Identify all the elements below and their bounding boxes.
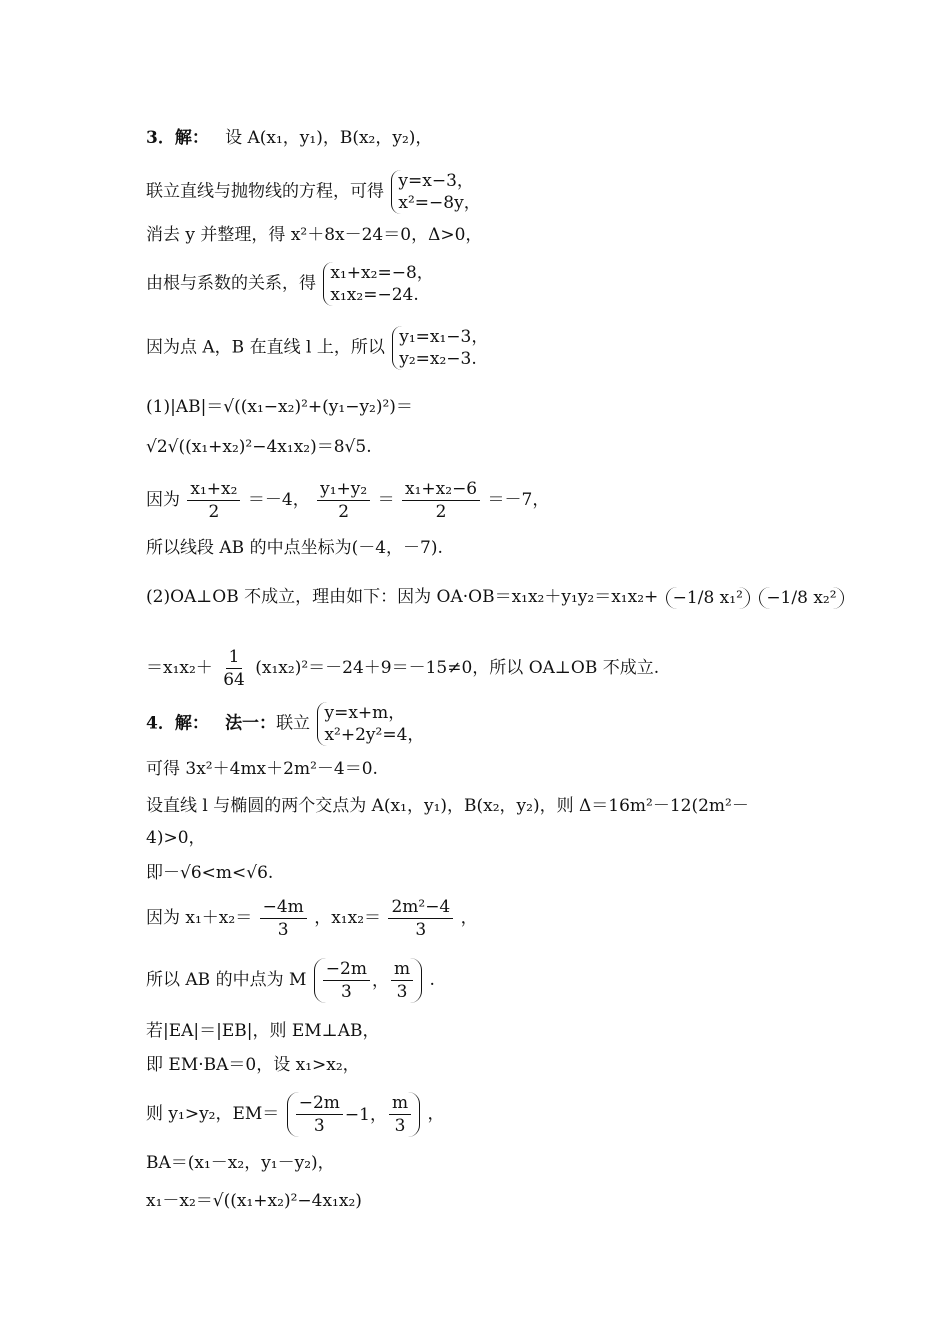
q4-fraction-5-den: 3 [313, 1116, 325, 1136]
q3-line-5 [146, 326, 488, 370]
q4-line-5: 即－√6<m<√6. [146, 863, 274, 883]
q4-line-7 [146, 958, 435, 1003]
q4-fraction-4-den: 3 [396, 982, 408, 1002]
q4-line-8: 若|EA|＝|EB|，则 EM⊥AB， [146, 1021, 380, 1041]
q4-method-1-label: 法一： [225, 713, 277, 734]
q3-system-3 [392, 326, 488, 370]
q4-line-9: 即 EM·BA＝0，设 x₁>x₂， [146, 1055, 360, 1075]
q3-heading: 3．解： [146, 128, 209, 148]
q4-fraction-6-den: 3 [394, 1116, 406, 1136]
q4-comma: ， [460, 908, 478, 928]
q4-heading: 4．解： [146, 713, 209, 734]
q4-fraction-6-num: m [389, 1092, 411, 1115]
q4-sum-text: 因为 x₁＋x₂＝ [146, 908, 253, 928]
q4-em-paren [287, 1092, 420, 1137]
q3-eq-1: ＝－4， [247, 490, 310, 510]
q3-system-2-eq1: x₁+x₂=−8， [330, 263, 434, 283]
q4-comma-2: ， [427, 1104, 445, 1124]
q3-system-1-eq1: y=x−3， [398, 171, 474, 191]
q3-line-8 [146, 478, 549, 523]
q4-line-6 [146, 896, 478, 941]
q3-vieta-text: 由根与系数的关系，得 [146, 273, 316, 294]
q4-system-1-eq1: y=x+m， [324, 703, 406, 723]
q4-em-text: 则 y₁>y₂，EM＝ [146, 1104, 280, 1124]
q3-fraction-3-num: x₁+x₂−6 [402, 478, 480, 501]
q3-line-9: 所以线段 AB 的中点坐标为(－4，－7). [146, 538, 443, 558]
q3-combine-text: 联立直线与抛物线的方程，可得 [146, 181, 384, 202]
q4-fraction-2 [388, 896, 453, 941]
q3-conclusion: (x₁x₂)²＝－24＋9＝－15≠0，所以 OA⊥OB 不成立. [255, 658, 660, 678]
q3-system-2 [323, 262, 433, 306]
q3-fraction-3 [402, 478, 480, 523]
q3-line-7: √2√((x₁+x₂)²−4x₁x₂)＝8√5. [146, 437, 372, 457]
q4-product-text: ，x₁x₂＝ [314, 908, 382, 928]
q3-fraction-1-num: x₁+x₂ [187, 478, 240, 501]
q4-fraction-1-den: 3 [277, 920, 289, 940]
q3-line-3: 消去 y 并整理，得 x²＋8x－24＝0，Δ>0， [146, 225, 483, 245]
q4-line-10 [146, 1092, 445, 1137]
q3-fraction-1-den: 2 [208, 502, 220, 522]
q3-fraction-2-den: 2 [338, 502, 350, 522]
q4-fraction-3-num: −2m [323, 958, 370, 981]
q4-fraction-4 [391, 958, 413, 1003]
q4-line-4: 4)>0， [146, 828, 206, 848]
q3-line-2 [146, 170, 481, 214]
q4-line-11: BA＝(x₁－x₂，y₁－y₂)， [146, 1153, 335, 1173]
q3-line-4 [146, 262, 434, 306]
q3-system-2-eq2: x₁x₂=−24. [330, 285, 419, 305]
q3-fraction-4-den: 64 [223, 670, 245, 690]
q4-system-1 [317, 702, 424, 746]
q3-system-1 [391, 170, 480, 214]
q3-system-3-eq1: y₁=x₁−3， [399, 327, 489, 347]
q3-system-3-eq2: y₂=x₂−3. [399, 349, 477, 369]
q3-points-on-line-text: 因为点 A，B 在直线 l 上，所以 [146, 337, 385, 358]
q3-line-11 [146, 646, 659, 691]
q3-fraction-1 [187, 478, 240, 523]
q4-fraction-5 [296, 1092, 343, 1137]
q3-fraction-4-num: 1 [226, 646, 243, 669]
q4-line-12: x₁－x₂＝√((x₁+x₂)²−4x₁x₂) [146, 1191, 362, 1211]
q3-system-1-eq2: x²=−8y， [398, 193, 481, 213]
q4-fraction-3 [323, 958, 370, 1003]
q4-line-1 [146, 702, 424, 746]
q3-fraction-4 [220, 646, 248, 691]
q3-eq-3: ＝－7， [487, 490, 550, 510]
q4-fraction-2-den: 3 [415, 920, 427, 940]
q3-because-text: 因为 [146, 490, 180, 510]
q3-paren-1: −1/8 x₁² [666, 587, 750, 609]
q3-line-1 [146, 127, 432, 149]
q4-fraction-1 [260, 896, 307, 941]
q4-fraction-5-num: −2m [296, 1092, 343, 1115]
q4-line-3: 设直线 l 与椭圆的两个交点为 A(x₁，y₁)，B(x₂，y₂)，则 Δ＝16m²－12(2m²－ [146, 796, 749, 816]
q4-fraction-4-num: m [391, 958, 413, 981]
q4-period: . [429, 970, 435, 990]
q3-fraction-3-den: 2 [435, 502, 447, 522]
q4-combine-text: 联立 [276, 713, 311, 734]
q3-fraction-2-num: y₁+y₂ [317, 478, 370, 501]
q3-product-text: ＝x₁x₂＋ [146, 658, 213, 678]
q4-line-2: 可得 3x²＋4mx＋2m²－4＝0. [146, 759, 378, 779]
q3-fraction-2 [317, 478, 370, 523]
q3-paren-2: −1/8 x₂² [759, 587, 843, 609]
q3-line-6: (1)|AB|＝√((x₁−x₂)²+(y₁−y₂)²)＝ [146, 397, 413, 417]
q4-fraction-3-den: 3 [340, 982, 352, 1002]
q3-eq-2: ＝ [377, 490, 395, 510]
q4-midpoint-paren: $\frac{-2m}{3}$ ， $\frac{m}{3}$ [314, 958, 422, 1003]
q4-fraction-6 [389, 1092, 411, 1137]
q4-system-1-eq2: x²+2y²=4， [324, 725, 425, 745]
q3-line-10 [146, 586, 846, 609]
q4-midpoint-text: 所以 AB 的中点为 M [146, 970, 307, 990]
q3-setup: 设 A(x₁，y₁)，B(x₂，y₂)， [225, 128, 433, 148]
q4-fraction-2-num: 2m²−4 [388, 896, 453, 919]
q3-part2-text: (2)OA⊥OB 不成立，理由如下：因为 OA·OB＝x₁x₂＋y₁y₂＝x₁x₂+ [146, 587, 659, 607]
q4-fraction-1-num: −4m [260, 896, 307, 919]
q4-minus-one: −1， [344, 1104, 387, 1125]
